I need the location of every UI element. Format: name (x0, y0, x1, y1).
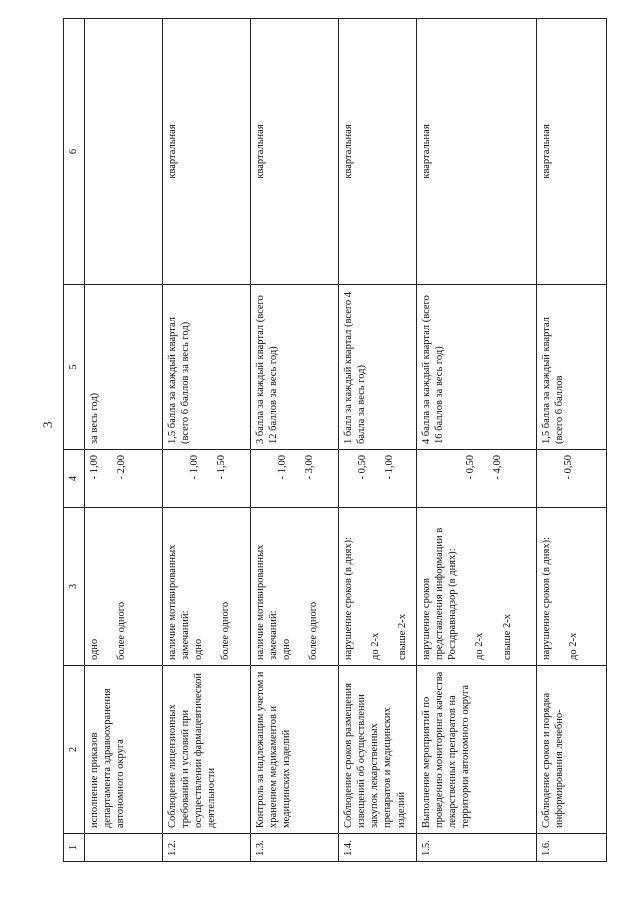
score-value: - 1,50 (216, 455, 228, 480)
row-number: 1.6. (537, 834, 607, 862)
column-header: 3 (64, 508, 85, 666)
criteria-table (63, 18, 607, 862)
max-score-cell: 4 балла за каждый квартал (всего 16 баллов за весь год) (417, 285, 537, 450)
max-score-cell: 1,5 балла за каждый квартал (всего 6 баллов (537, 285, 607, 450)
score-cell (251, 450, 339, 508)
frequency-cell: квартальная (251, 19, 339, 285)
score-value: - 0,50 (465, 455, 476, 480)
score-value: - 4,00 (492, 455, 504, 480)
score-cell (537, 450, 607, 508)
condition-line: нарушение сроков (в днях): (541, 536, 552, 660)
column-header: 5 (64, 285, 85, 450)
frequency-cell: квартальная (339, 19, 417, 285)
criterion-cell: Контроль за надлежащим учетом и хранением медикаментов и медицинских изделий (251, 666, 339, 834)
condition-cell (163, 508, 251, 666)
page-number: 3 (40, 421, 55, 428)
score-cell (85, 450, 163, 508)
max-score-cell: 3 балла за каждый квартал (всего 12 баллов за весь год) (251, 285, 339, 450)
score-value: - 0,50 (563, 455, 574, 480)
table-header-row (64, 19, 85, 862)
table-row (417, 19, 537, 862)
frequency-cell: квартальная (417, 19, 537, 285)
table-row (163, 19, 251, 862)
score-value: - 1,00 (189, 455, 200, 480)
row-number (85, 834, 163, 862)
condition-line: более одного (308, 601, 320, 660)
row-number: 1.3. (251, 834, 339, 862)
score-value: - 3,00 (304, 455, 316, 480)
condition-line: свыше 2-х (501, 613, 513, 660)
criterion-cell: Выполнение мероприятий по проведению мониторинга качества лекарственных препаратов на территории автономного округа (417, 666, 537, 834)
condition-cell (339, 508, 417, 666)
score-value: - 1,00 (89, 455, 100, 480)
condition-cell (85, 508, 163, 666)
condition-line: более одного (116, 601, 128, 660)
score-value: - 1,00 (277, 455, 288, 480)
table-row (251, 19, 339, 862)
condition-line: до 2-х (474, 632, 486, 660)
condition-line: одно (193, 638, 205, 660)
condition-line: до 2-х (370, 632, 382, 660)
row-number: 1.2. (163, 834, 251, 862)
condition-line: нарушение сроков представления информации в Росздравнадзор (в днях): (421, 527, 459, 660)
score-cell (163, 450, 251, 508)
column-header: 4 (64, 450, 85, 508)
condition-line: одно (281, 638, 293, 660)
condition-line: нарушение сроков (в днях): (343, 536, 354, 660)
condition-line: более одного (220, 601, 232, 660)
frequency-cell: квартальная (537, 19, 607, 285)
condition-line: одно (89, 638, 100, 660)
table-row (537, 19, 607, 862)
max-score-cell: 1 балл за каждый квартал (всего 4 балла за весь год) (339, 285, 417, 450)
row-number: 1.5. (417, 834, 537, 862)
condition-line: наличие мотивированных замечаний: (255, 544, 280, 660)
row-number: 1.4. (339, 834, 417, 862)
criterion-cell: Соблюдение сроков и порядка информирования лечебно- (537, 666, 607, 834)
condition-cell (251, 508, 339, 666)
column-header: 6 (64, 19, 85, 285)
max-score-cell: 1,5 балла за каждый квартал (всего 6 баллов за весь год) (163, 285, 251, 450)
frequency-cell: квартальная (163, 19, 251, 285)
table-row (339, 19, 417, 862)
score-value: - 1,00 (384, 455, 396, 480)
criterion-cell: Соблюдение сроков размещения извещений об осуществлении закупок лекарственных препаратов и медицинских изделий (339, 666, 417, 834)
score-cell (417, 450, 537, 508)
condition-line: наличие мотивированных замечаний: (167, 544, 192, 660)
score-value: - 2,00 (116, 455, 128, 480)
table-row (85, 19, 163, 862)
score-value: - 0,50 (357, 455, 368, 480)
rotated-table-container (63, 19, 580, 862)
condition-line: свыше 2-х (397, 613, 409, 660)
column-header: 1 (64, 834, 85, 862)
column-header: 2 (64, 666, 85, 834)
criterion-cell: исполнение приказов департамента здравоохранения автономного округа (85, 666, 163, 834)
frequency-cell (85, 19, 163, 285)
score-cell (339, 450, 417, 508)
condition-cell (537, 508, 607, 666)
criterion-cell: Соблюдение лицензионных требований и условий при осуществлении фармацевтической деятельности (163, 666, 251, 834)
condition-line: до 2-х (568, 632, 580, 660)
max-score-cell: за весь год) (85, 285, 163, 450)
condition-cell (417, 508, 537, 666)
